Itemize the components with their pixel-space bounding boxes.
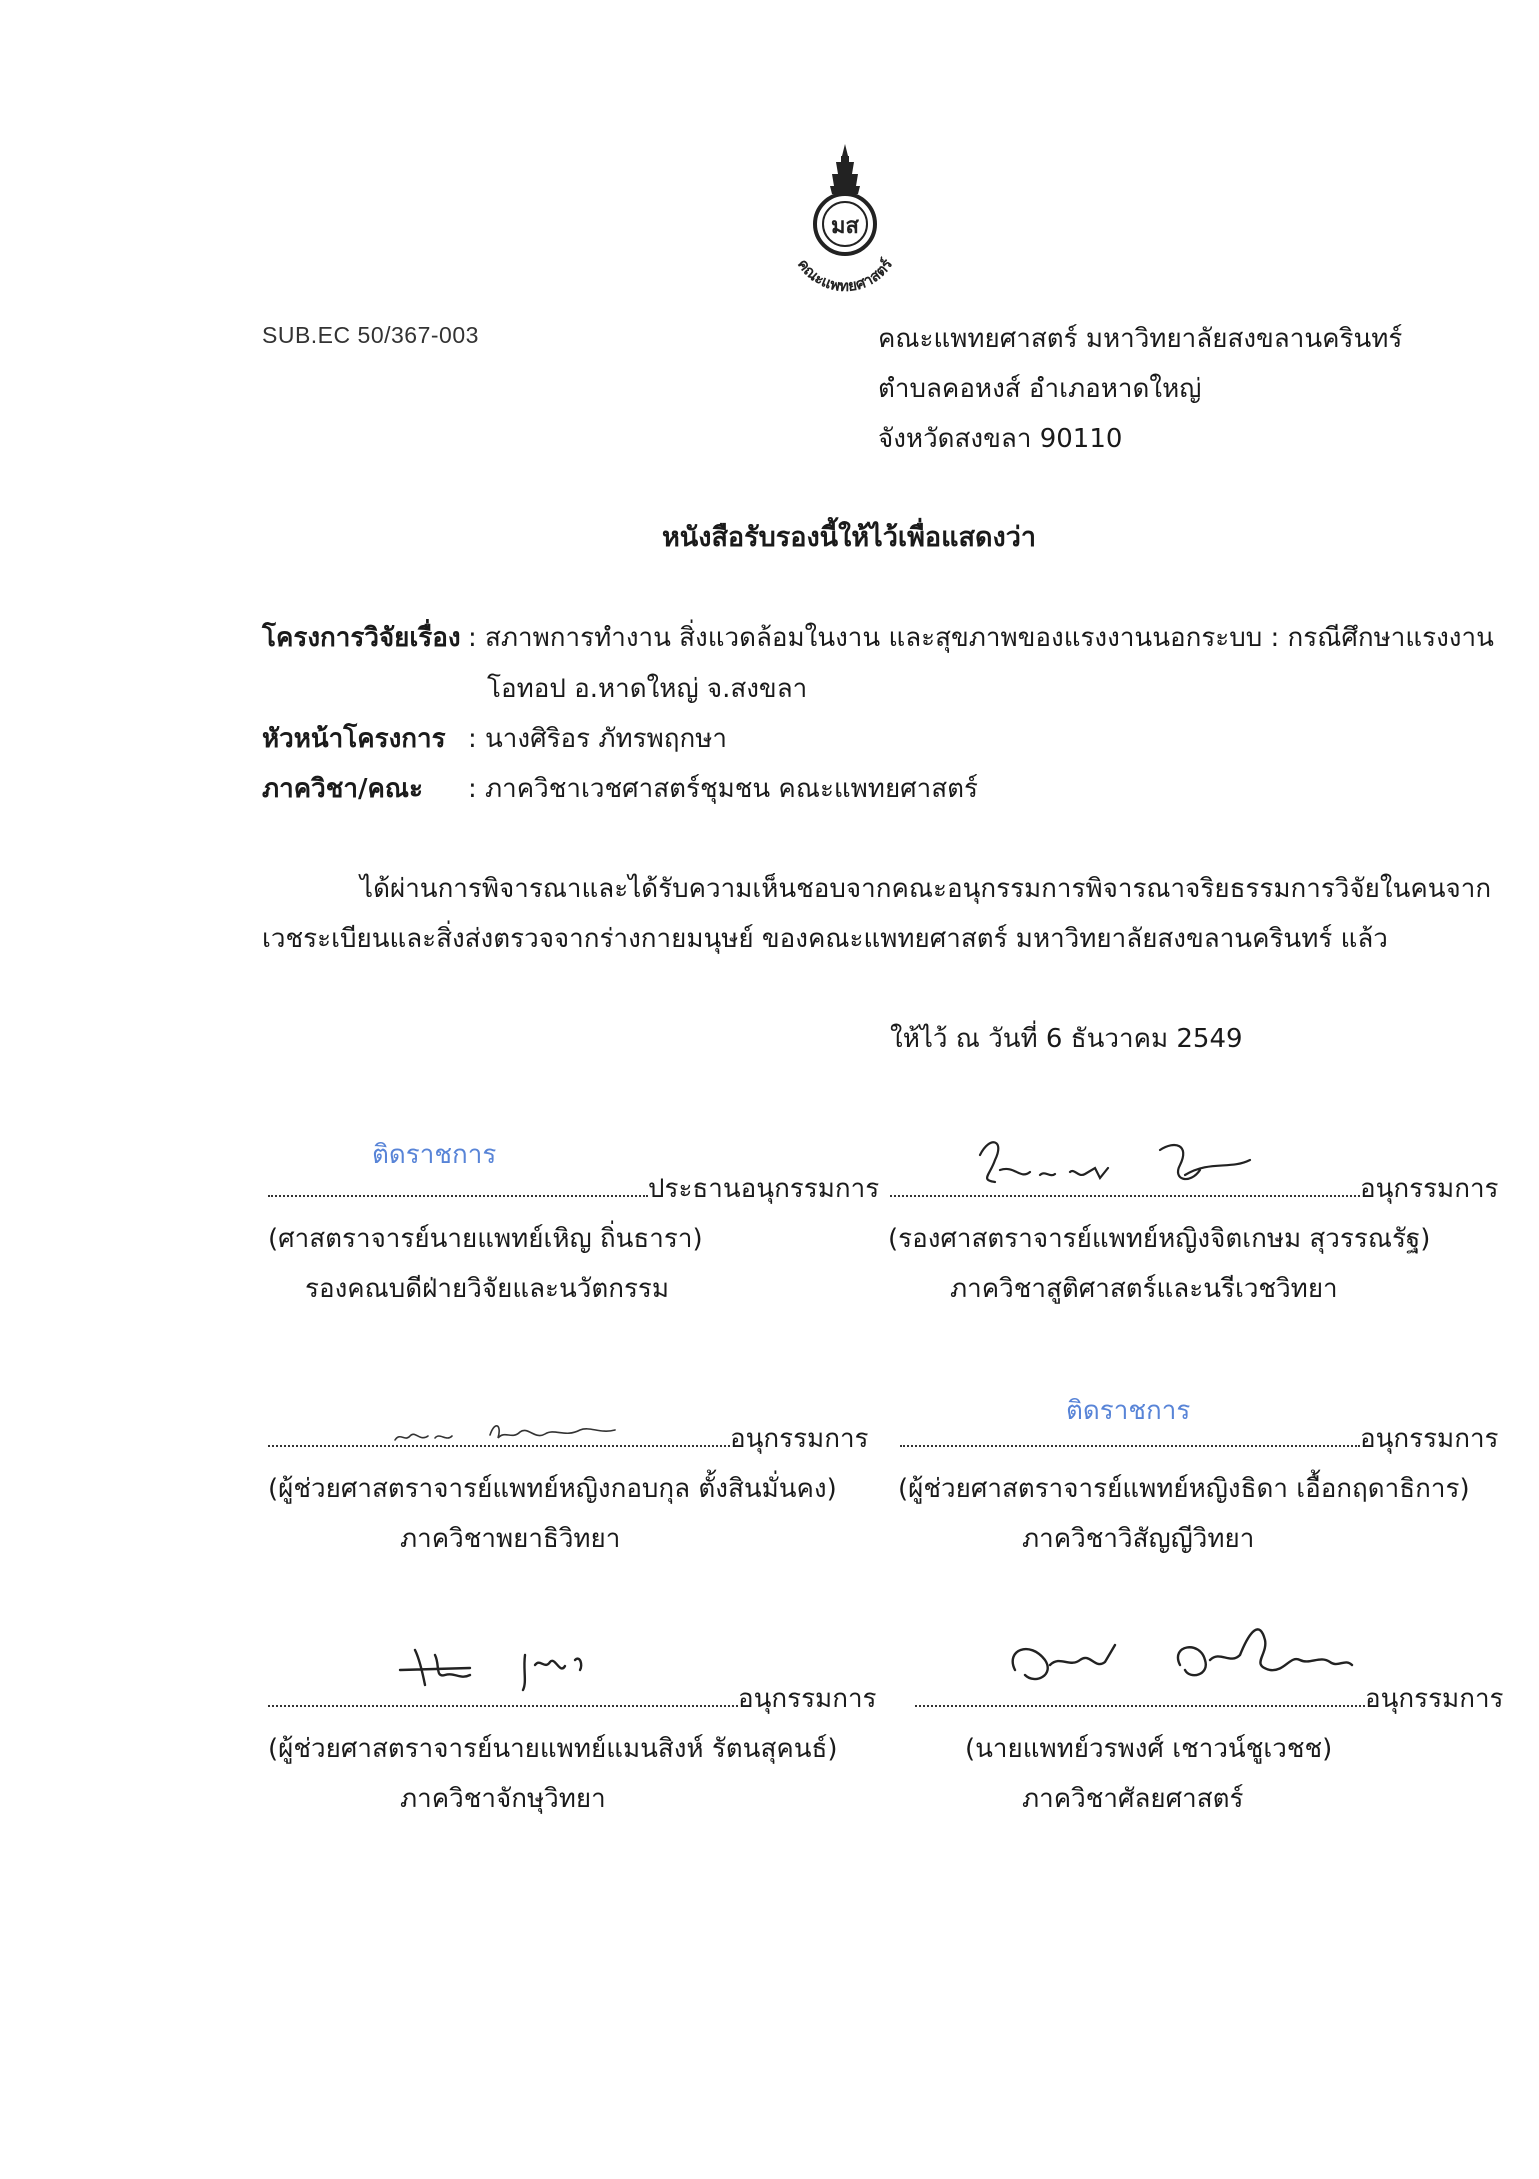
signature-dots [900, 1425, 1360, 1447]
signatory-position: ภาควิชาพยาธิวิทยา [400, 1524, 621, 1554]
signature-dots [268, 1685, 738, 1707]
signatory-role: อนุกรรมการ [730, 1424, 869, 1454]
document-title: หนังสือรับรองนี้ให้ไว้เพื่อแสดงว่า [662, 522, 1037, 553]
signatory-name: (ผู้ช่วยศาสตราจารย์แพทย์หญิงกอบกุล ตั้งสินมั่นคง) [268, 1474, 837, 1504]
body-line-1: ได้ผ่านการพิจารณาและได้รับความเห็นชอบจากคณะอนุกรรมการพิจารณาจริยธรรมการวิจัยในคนจาก [360, 874, 1492, 904]
svg-text:คณะแพทยศาสตร์: คณะแพทยศาสตร์ [793, 255, 897, 296]
svg-text:มส: มส [831, 214, 859, 239]
address-line-3: จังหวัดสงขลา 90110 [878, 424, 1123, 454]
signatory-name: (ผู้ช่วยศาสตราจารย์นายแพทย์แมนสิงห์ รัตนสุคนธ์) [268, 1734, 838, 1764]
project-title-value-cont: โอทอป อ.หาดใหญ่ จ.สงขลา [487, 674, 808, 704]
signatory-name: (ผู้ช่วยศาสตราจารย์แพทย์หญิงธิดา เอื้อกฤดาธิการ) [898, 1474, 1470, 1504]
body-line-2: เวชระเบียนและสิ่งส่งตรวจจากร่างกายมนุษย์ ของคณะแพทยศาสตร์ มหาวิทยาลัยสงขลานครินทร์ แล้ว [262, 924, 1388, 954]
faculty-seal-icon [770, 140, 920, 310]
project-title-value: : สภาพการทำงาน สิ่งแวดล้อมในงาน และสุขภาพของแรงงานนอกระบบ : กรณีศึกษาแรงงาน [468, 623, 1494, 653]
signature-dots [268, 1425, 730, 1447]
signatory-position: ภาควิชาสูติศาสตร์และนรีเวชวิทยา [950, 1274, 1338, 1304]
signatory-role: อนุกรรมการ [1360, 1424, 1499, 1454]
signatory-position: ภาควิชาวิสัญญีวิทยา [1022, 1524, 1255, 1554]
signature-line-5 [268, 1678, 877, 1719]
signature-line-2 [890, 1168, 1499, 1209]
signature-dots [915, 1685, 1365, 1707]
signature-line-chairman [268, 1168, 879, 1209]
signature-dots [890, 1175, 1360, 1197]
signatory-position: รองคณบดีฝ่ายวิจัยและนวัตกรรม [305, 1274, 670, 1304]
signatory-name: (รองศาสตราจารย์แพทย์หญิงจิตเกษม สุวรรณรัฐ) [888, 1224, 1431, 1254]
department-label: ภาควิชา/คณะ [262, 774, 423, 804]
issue-date: ให้ไว้ ณ วันที่ 6 ธันวาคม 2549 [890, 1024, 1243, 1054]
department-value: : ภาควิชาเวชศาสตร์ชุมชน คณะแพทยศาสตร์ [468, 774, 978, 804]
project-leader-label: หัวหน้าโครงการ [262, 724, 446, 754]
signatory-position: ภาควิชาจักษุวิทยา [400, 1784, 606, 1814]
signature-line-4 [900, 1418, 1499, 1459]
signatory-position: ภาควิชาศัลยศาสตร์ [1022, 1784, 1244, 1814]
signatory-role: อนุกรรมการ [1360, 1174, 1499, 1204]
project-leader-value: : นางศิริอร ภัทรพฤกษา [468, 724, 728, 754]
away-stamp: ติดราชการ [372, 1140, 497, 1170]
signature-line-3 [268, 1418, 869, 1459]
signatory-name: (ศาสตราจารย์นายแพทย์เหิญ ถิ่นธารา) [268, 1224, 703, 1254]
away-stamp: ติดราชการ [1066, 1396, 1191, 1426]
signatory-role: อนุกรรมการ [1365, 1684, 1504, 1714]
signatory-name: (นายแพทย์วรพงศ์ เชาวน์ชูเวชช) [965, 1734, 1333, 1764]
reference-number: SUB.EC 50/367-003 [262, 322, 479, 348]
address-line-1: คณะแพทยศาสตร์ มหาวิทยาลัยสงขลานครินทร์ [878, 324, 1403, 354]
signatory-role: ประธานอนุกรรมการ [648, 1174, 880, 1204]
signatory-role: อนุกรรมการ [738, 1684, 877, 1714]
signature-dots [268, 1175, 648, 1197]
signature-line-6 [915, 1678, 1504, 1719]
project-title-label: โครงการวิจัยเรื่อง [262, 623, 461, 653]
address-line-2: ตำบลคอหงส์ อำเภอหาดใหญ่ [878, 374, 1202, 404]
